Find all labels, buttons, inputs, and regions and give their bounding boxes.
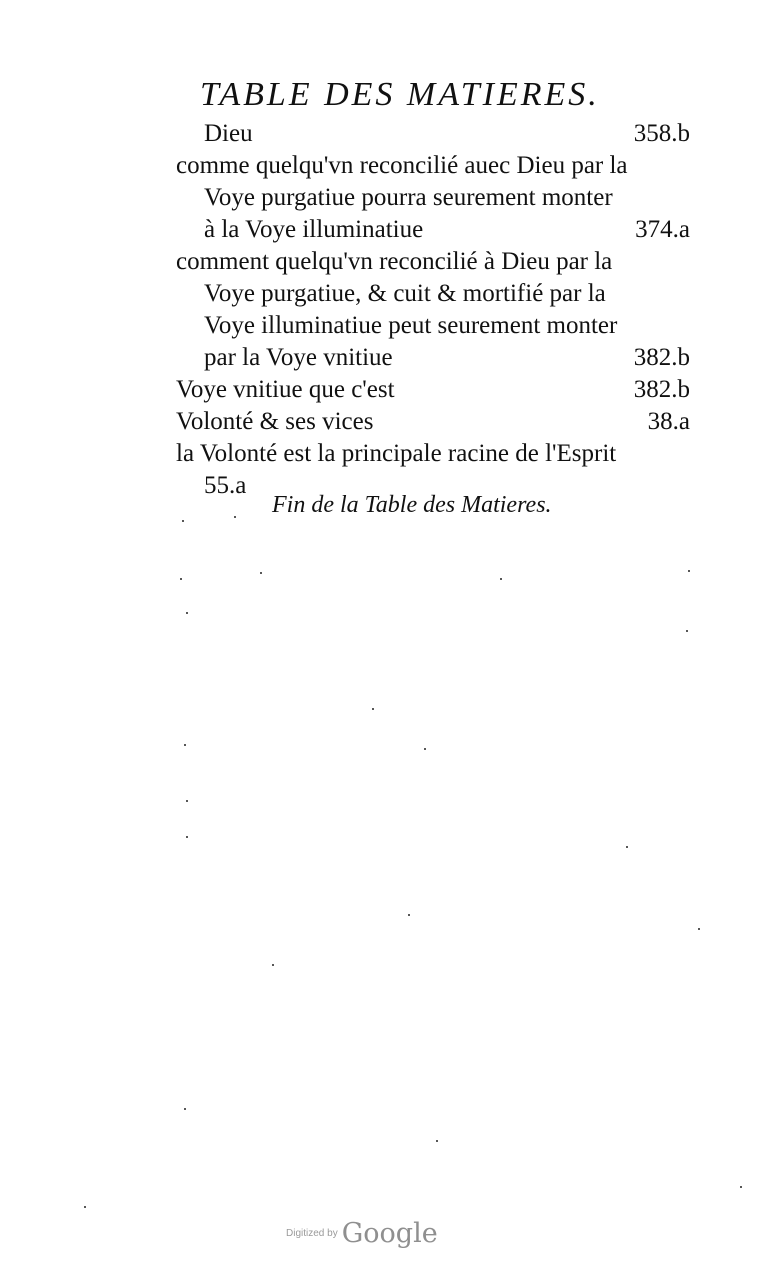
digitized-by-label: Digitized by bbox=[286, 1228, 338, 1239]
scan-speck bbox=[424, 748, 426, 750]
google-logo: Google bbox=[341, 1218, 438, 1249]
index-line-ref: 38.a bbox=[647, 408, 690, 435]
index-line bbox=[176, 310, 696, 342]
index-line-text: par la Voye vnitiue bbox=[204, 344, 393, 371]
scan-speck bbox=[626, 846, 628, 848]
index-line bbox=[176, 150, 696, 182]
index-line-ref: 358.b bbox=[633, 120, 690, 147]
scan-speck bbox=[408, 914, 410, 916]
index-line bbox=[176, 214, 696, 246]
index-line bbox=[176, 246, 696, 278]
scan-speck bbox=[234, 516, 236, 518]
index-line-ref: 382.b bbox=[633, 376, 690, 403]
scan-speck bbox=[372, 708, 374, 710]
index-line-ref: 374.a bbox=[635, 216, 690, 243]
index-line-text: Voye illuminatiue peut seurement monter bbox=[204, 312, 618, 339]
index-line bbox=[176, 182, 696, 214]
scan-speck bbox=[182, 520, 184, 522]
index-line bbox=[176, 118, 696, 150]
index-line-text: Voye vnitiue que c'est bbox=[176, 376, 395, 403]
index-line bbox=[176, 406, 696, 438]
scan-speck bbox=[686, 630, 688, 632]
scan-speck bbox=[186, 612, 188, 614]
scan-speck bbox=[184, 744, 186, 746]
index-line-text: Dieu bbox=[204, 120, 253, 147]
closing-line: Fin de la Table des Matieres. bbox=[272, 492, 552, 518]
index-line-ref: 382.b bbox=[633, 344, 690, 371]
index-line bbox=[176, 438, 696, 470]
scan-speck bbox=[688, 570, 690, 572]
scan-speck bbox=[186, 836, 188, 838]
index-line-text: Voye purgatiue, & cuit & mortifié par la bbox=[204, 280, 606, 307]
index-line-text: comme quelqu'vn reconcilié auec Dieu par la bbox=[176, 152, 628, 179]
scan-speck bbox=[260, 572, 262, 574]
scan-speck bbox=[184, 1108, 186, 1110]
scan-speck bbox=[180, 578, 182, 580]
scan-speck bbox=[500, 578, 502, 580]
digitized-by-google-watermark bbox=[286, 1218, 438, 1249]
scan-speck bbox=[698, 928, 700, 930]
scan-speck bbox=[740, 1186, 742, 1188]
index-line-text: Voye purgatiue pourra seurement monter bbox=[204, 184, 613, 211]
scan-speck bbox=[272, 964, 274, 966]
index-line-text: la Volonté est la principale racine de l'Esprit bbox=[176, 440, 617, 467]
index-entries bbox=[176, 118, 696, 502]
scan-speck bbox=[84, 1206, 86, 1208]
scan-speck bbox=[186, 800, 188, 802]
index-line bbox=[176, 374, 696, 406]
index-line bbox=[176, 278, 696, 310]
page-header-title: TABLE DES MATIERES. bbox=[200, 76, 600, 113]
index-line-text: Volonté & ses vices bbox=[176, 408, 374, 435]
scan-speck bbox=[436, 1140, 438, 1142]
index-line-text: à la Voye illuminatiue bbox=[204, 216, 424, 243]
index-line-text: 55.a bbox=[204, 472, 247, 499]
index-line bbox=[176, 342, 696, 374]
index-line-text: comment quelqu'vn reconcilié à Dieu par la bbox=[176, 248, 613, 275]
